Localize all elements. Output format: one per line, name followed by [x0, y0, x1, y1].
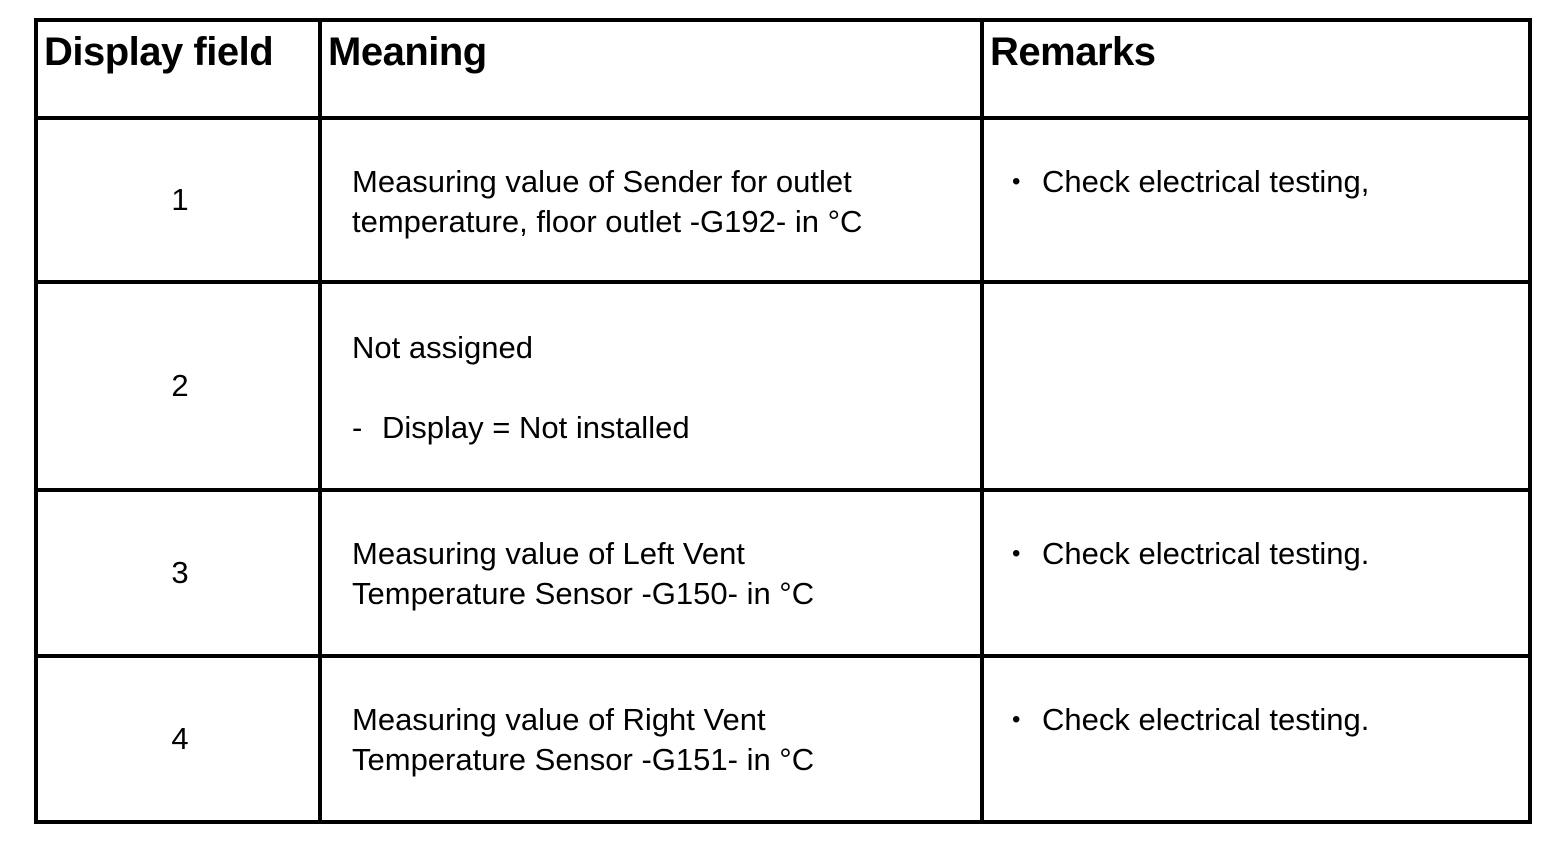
meaning-cell	[320, 118, 982, 282]
meaning-line: temperature, floor outlet -G192- in °C	[352, 204, 863, 239]
meaning-line: Temperature Sensor -G150- in °C	[352, 576, 815, 611]
remark-item	[984, 658, 1528, 740]
field-number: 3	[171, 555, 189, 590]
remarks-cell	[982, 118, 1530, 282]
header-meaning-label: Meaning	[328, 30, 487, 74]
remark-item	[984, 492, 1528, 574]
field-number: 4	[171, 721, 189, 756]
dash-icon: -	[352, 410, 363, 445]
meaning-text	[322, 658, 980, 780]
remarks-cell	[982, 656, 1530, 822]
field-number-cell	[36, 282, 320, 490]
header-display-field	[36, 20, 320, 118]
remark-text: Check electrical testing.	[1042, 702, 1370, 737]
meaning-line: Measuring value of Left Vent	[352, 536, 745, 571]
bullet-icon: •	[1012, 706, 1021, 733]
meaning-cell	[320, 282, 982, 490]
bullet-icon: •	[1012, 540, 1021, 567]
field-number: 2	[171, 368, 189, 403]
header-meaning	[320, 20, 982, 118]
meaning-line: Measuring value of Sender for outlet	[352, 164, 852, 199]
meaning-text	[322, 120, 980, 242]
header-display-field-label: Display field	[44, 30, 274, 74]
bullet-icon: •	[1012, 168, 1021, 195]
header-remarks	[982, 20, 1530, 118]
display-fields-table	[34, 18, 1532, 824]
meaning-line: Measuring value of Right Vent	[352, 702, 766, 737]
meaning-cell	[320, 490, 982, 656]
field-number: 1	[171, 182, 189, 217]
meaning-text	[322, 492, 980, 614]
remarks-cell	[982, 490, 1530, 656]
remarks-cell-empty	[982, 282, 1530, 490]
meaning-line: Temperature Sensor -G151- in °C	[352, 742, 815, 777]
remark-text: Check electrical testing,	[1042, 164, 1370, 199]
meaning-note-text: Display = Not installed	[382, 410, 690, 445]
meaning-cell	[320, 656, 982, 822]
table-row	[36, 118, 1530, 282]
remark-text: Check electrical testing.	[1042, 536, 1370, 571]
field-number-cell	[36, 118, 320, 282]
field-number-cell	[36, 656, 320, 822]
table-row	[36, 656, 1530, 822]
remark-item	[984, 120, 1528, 202]
meaning-text	[322, 284, 980, 448]
meaning-line: Not assigned	[352, 330, 533, 365]
table-row	[36, 282, 1530, 490]
field-number-cell	[36, 490, 320, 656]
header-remarks-label: Remarks	[990, 30, 1156, 74]
table-row	[36, 490, 1530, 656]
table-header-row	[36, 20, 1530, 118]
meaning-note	[352, 408, 960, 448]
